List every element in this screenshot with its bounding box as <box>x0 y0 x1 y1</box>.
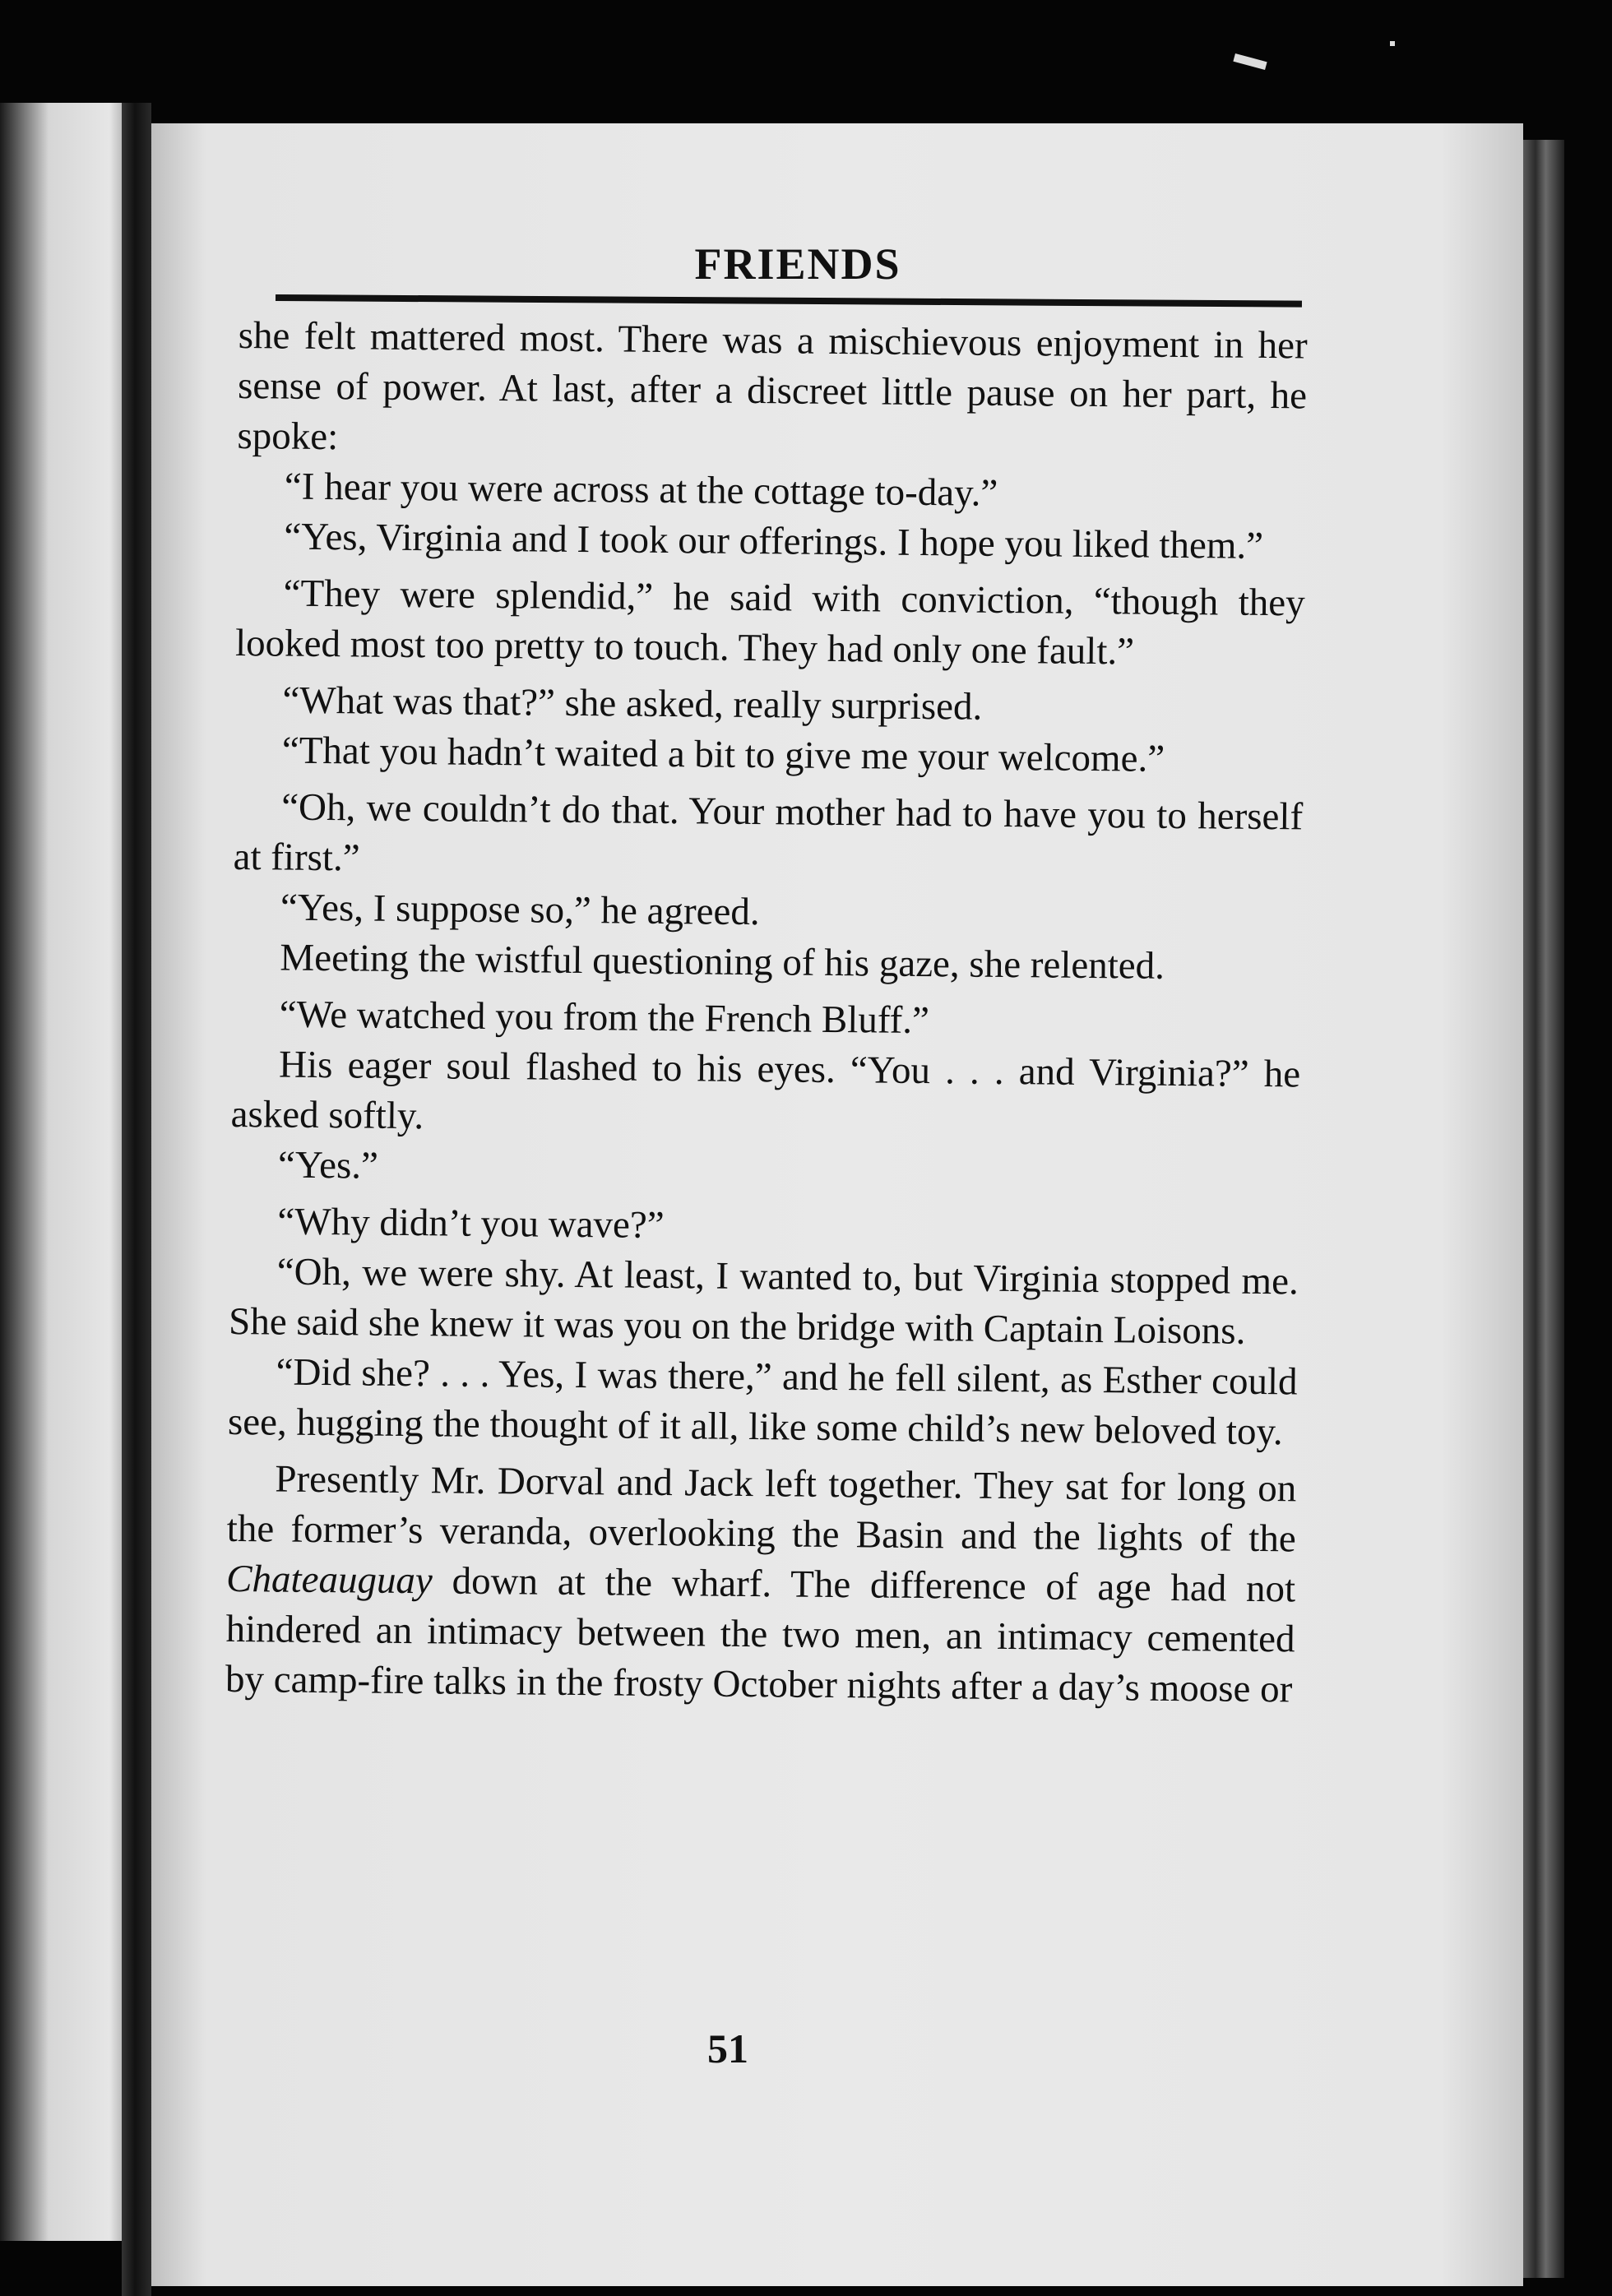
paragraph: “Did she? . . . Yes, I was there,” and he fell silent, as Esther could see, hugging the thought of it all, like some child’s new beloved toy. <box>227 1350 1298 1454</box>
paragraph-final <box>225 1454 1297 1715</box>
book-spine <box>122 103 151 2296</box>
paragraph: “Oh, we couldn’t do that. Your mother had to have you to herself at first.” <box>233 785 1304 880</box>
scan-speck <box>1233 53 1267 70</box>
paragraph: “That you hadn’t waited a bit to give me your welcome.” <box>281 729 1165 780</box>
paragraph: “What was that?” she asked, really surprised. <box>282 678 983 729</box>
left-page-edge <box>0 103 122 2241</box>
running-head: FRIENDS <box>694 239 901 289</box>
paragraph: “Yes, I suppose so,” he agreed. <box>280 886 760 934</box>
paragraph: “Yes.” <box>277 1143 379 1187</box>
paragraph: “Why didn’t you wave?” <box>277 1200 665 1248</box>
scan-speck <box>1390 41 1395 46</box>
paragraph: His eager soul flashed to his eyes. “You . . . and Virginia?” he asked softly. <box>230 1043 1301 1138</box>
paragraph-text: Presently Mr. Dorval and Jack left together. They sat for long on the former’s veranda, overlooking the Basin and the lights of the <box>226 1457 1297 1561</box>
page-number: 51 <box>707 2025 748 2071</box>
body-text <box>225 311 1308 1715</box>
page-stack-edge <box>1523 140 1564 2278</box>
paragraph: “Oh, we were shy. At least, I wanted to, but Virginia stopped me. She said she knew it was you on the bridge with Captain Loisons. <box>228 1250 1299 1353</box>
paragraph: “Yes, Virginia and I took our offerings. I hope you liked them.” <box>284 515 1264 567</box>
paragraph: Meeting the wistful questioning of his gaze, she relented. <box>280 936 1165 988</box>
paragraph: “I hear you were across at the cottage to-day.” <box>284 465 998 515</box>
paragraph: she felt mattered most. There was a mischievous enjoyment in her sense of power. At last, after a discreet little pause on her part, he spoke: <box>237 313 1308 459</box>
paragraph: “They were splendid,” he said with conviction, “though they looked most too pretty to touch. They had only one fault.” <box>234 572 1305 674</box>
ship-name: Chateauguay <box>225 1557 433 1603</box>
paragraph: “We watched you from the French Bluff.” <box>279 993 930 1043</box>
paragraph-text: down at the wharf. The difference of age had not hindered an intimacy between the two men, an intimacy cemented by camp-fire talks in the frosty October nights after a day’s moose or <box>225 1559 1296 1711</box>
